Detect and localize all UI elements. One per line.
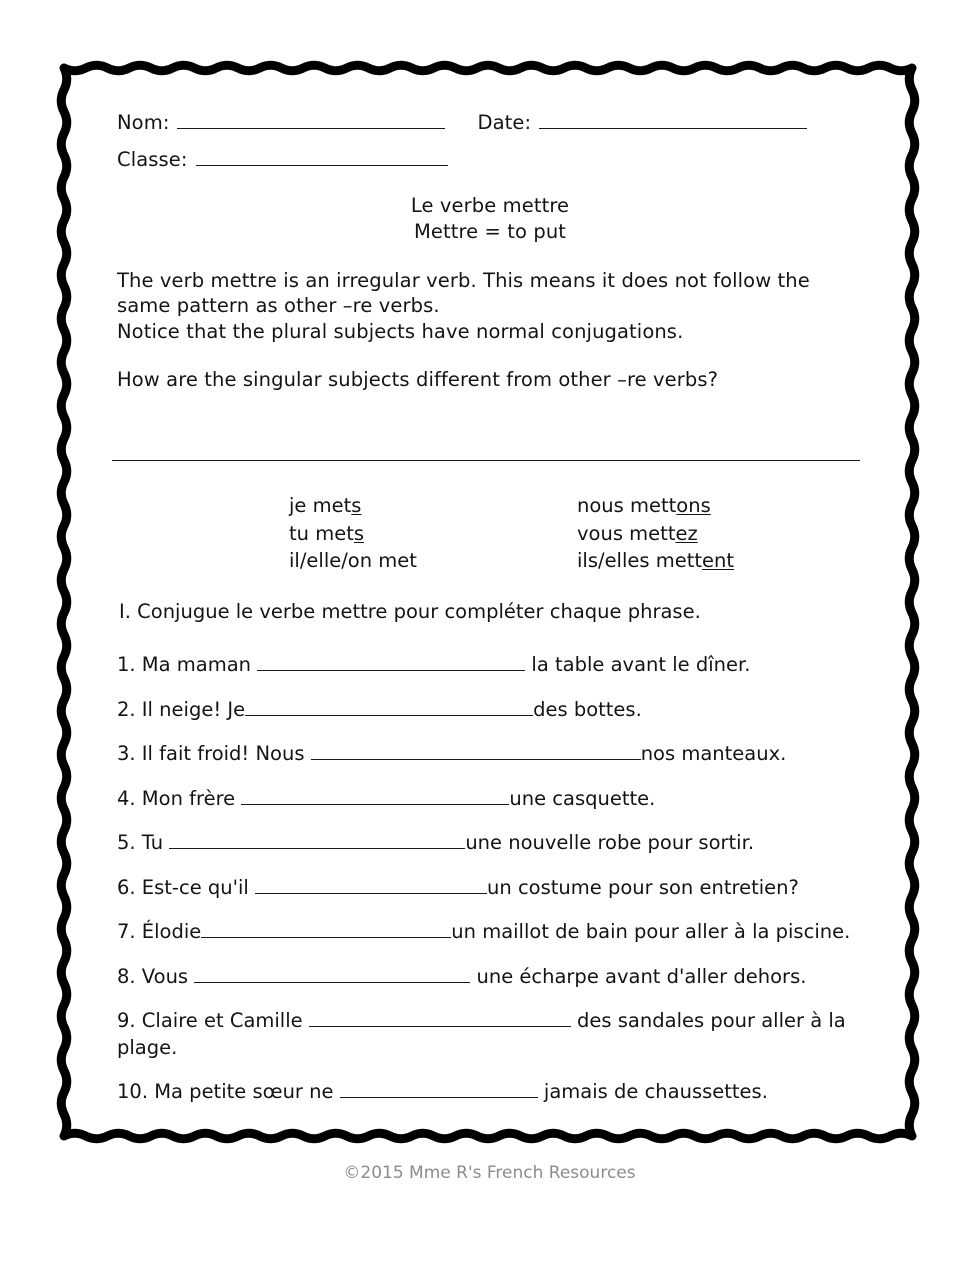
explanation-paragraph-1: The verb mettre is an irregular verb. This means it does not follow the same pattern as other –re verbs.	[117, 268, 810, 318]
exercise-item	[117, 1008, 869, 1061]
exercise-item	[117, 964, 869, 991]
exercise-number: 8.	[117, 964, 136, 988]
exercise-answer-blank[interactable]	[169, 830, 465, 849]
exercise-text-after: une écharpe avant d'aller dehors.	[470, 964, 807, 988]
exercise-text-before: Ma petite sœur ne	[148, 1080, 340, 1104]
exercise-answer-blank[interactable]	[241, 786, 509, 805]
exercise-text-before: Tu	[135, 831, 170, 855]
exercise-answer-blank[interactable]	[194, 964, 470, 983]
conjugation-singular-form	[289, 492, 577, 520]
classe-label: Classe:	[117, 148, 188, 172]
conjugation-plural-form	[577, 492, 769, 520]
exercise-item	[117, 652, 869, 679]
exercise-text-after: la table avant le dîner.	[525, 653, 751, 676]
exercise-text-after: une nouvelle robe pour sortir.	[465, 831, 755, 855]
exercise-number: 3.	[117, 742, 136, 766]
exercise-text-before: Élodie	[135, 920, 202, 944]
conjugation-row	[289, 520, 769, 548]
exercise-item	[117, 875, 869, 902]
exercise-item	[117, 919, 869, 946]
conjugation-row	[289, 547, 769, 575]
exercise-text-before: Est-ce qu'il	[135, 875, 256, 899]
classe-row	[117, 147, 863, 172]
conjugation-stem: tu met	[289, 521, 354, 545]
explanation-paragraph-2: Notice that the plural subjects have normal conjugations.	[117, 320, 684, 344]
date-blank[interactable]	[539, 110, 807, 129]
exercise-text-before: Mon frère	[135, 786, 242, 810]
exercise-number: 4.	[117, 786, 136, 810]
exercise-answer-blank[interactable]	[201, 919, 451, 938]
exercise-answer-blank[interactable]	[255, 875, 487, 894]
exercise-answer-blank[interactable]	[311, 741, 641, 760]
exercise-text-after: des bottes.	[533, 697, 642, 721]
conjugation-singular-form	[289, 520, 577, 548]
exercise-text-before: Il fait froid! Nous	[135, 742, 311, 766]
title-line-2: Mettre = to put	[413, 220, 567, 244]
conjugation-ending: ons	[676, 494, 711, 517]
exercise-item	[117, 697, 869, 724]
conjugation-plural-form	[577, 520, 769, 548]
exercise-item	[117, 786, 869, 813]
conjugation-ending: ez	[675, 521, 698, 545]
exercise-instruction: I. Conjugue le verbe mettre pour compléter chaque phrase.	[119, 600, 701, 623]
exercise-answer-blank[interactable]	[340, 1079, 538, 1098]
exercise-number: 7.	[117, 920, 136, 944]
nom-blank[interactable]	[177, 110, 445, 129]
exercise-item	[117, 741, 869, 768]
exercise-list	[117, 652, 869, 1124]
conjugation-plural-form	[577, 547, 769, 575]
exercise-answer-blank[interactable]	[257, 652, 525, 671]
conjugation-stem: nous mett	[577, 494, 677, 517]
exercise-text-after: nos manteaux.	[640, 742, 787, 766]
classe-blank[interactable]	[196, 147, 448, 166]
date-label: Date:	[477, 111, 532, 134]
copyright-footer: ©2015 Mme R's French Resources	[343, 1163, 636, 1183]
conjugation-row	[289, 492, 769, 520]
conjugation-stem: ils/elles mett	[577, 549, 703, 573]
title-line-1: Le verbe mettre	[410, 193, 570, 217]
exercise-text-after: jamais de chaussettes.	[537, 1080, 768, 1104]
exercise-text-before: Ma maman	[135, 653, 258, 676]
exercise-answer-blank[interactable]	[245, 697, 533, 716]
exercise-number: 5.	[117, 831, 136, 855]
name-date-row	[117, 110, 863, 135]
conjugation-ending: s	[351, 494, 362, 517]
explanation-question: How are the singular subjects different from other –re verbs?	[117, 367, 719, 391]
conjugation-stem: vous mett	[577, 521, 676, 545]
exercise-item	[117, 830, 869, 857]
exercise-number: 9.	[117, 1009, 136, 1033]
exercise-number: 10.	[117, 1080, 149, 1104]
conjugation-singular-form	[289, 547, 577, 575]
exercise-text-after: des sandales pour aller à la plage.	[117, 1009, 846, 1059]
conjugation-stem: il/elle/on met	[289, 549, 417, 573]
exercise-number: 6.	[117, 875, 136, 899]
section-divider	[112, 460, 860, 461]
exercise-text-before: Claire et Camille	[135, 1009, 309, 1033]
exercise-answer-blank[interactable]	[309, 1008, 571, 1027]
exercise-number: 2.	[117, 697, 136, 721]
conjugation-ending: s	[353, 521, 365, 545]
exercise-text-after: un maillot de bain pour aller à la piscine.	[451, 920, 851, 944]
conjugation-stem: je met	[289, 494, 352, 517]
document-body	[117, 110, 863, 392]
nom-label: Nom:	[117, 111, 170, 134]
conjugation-ending: ent	[702, 549, 735, 573]
exercise-item	[117, 1079, 869, 1106]
exercise-text-after: une casquette.	[509, 786, 656, 810]
conjugation-table	[289, 492, 769, 575]
exercise-text-before: Vous	[135, 964, 195, 988]
title-block	[117, 193, 863, 246]
exercise-text-before: Il neige! Je	[135, 697, 246, 721]
exercise-text-after: un costume pour son entretien?	[487, 875, 799, 899]
exercise-number: 1.	[117, 653, 136, 676]
